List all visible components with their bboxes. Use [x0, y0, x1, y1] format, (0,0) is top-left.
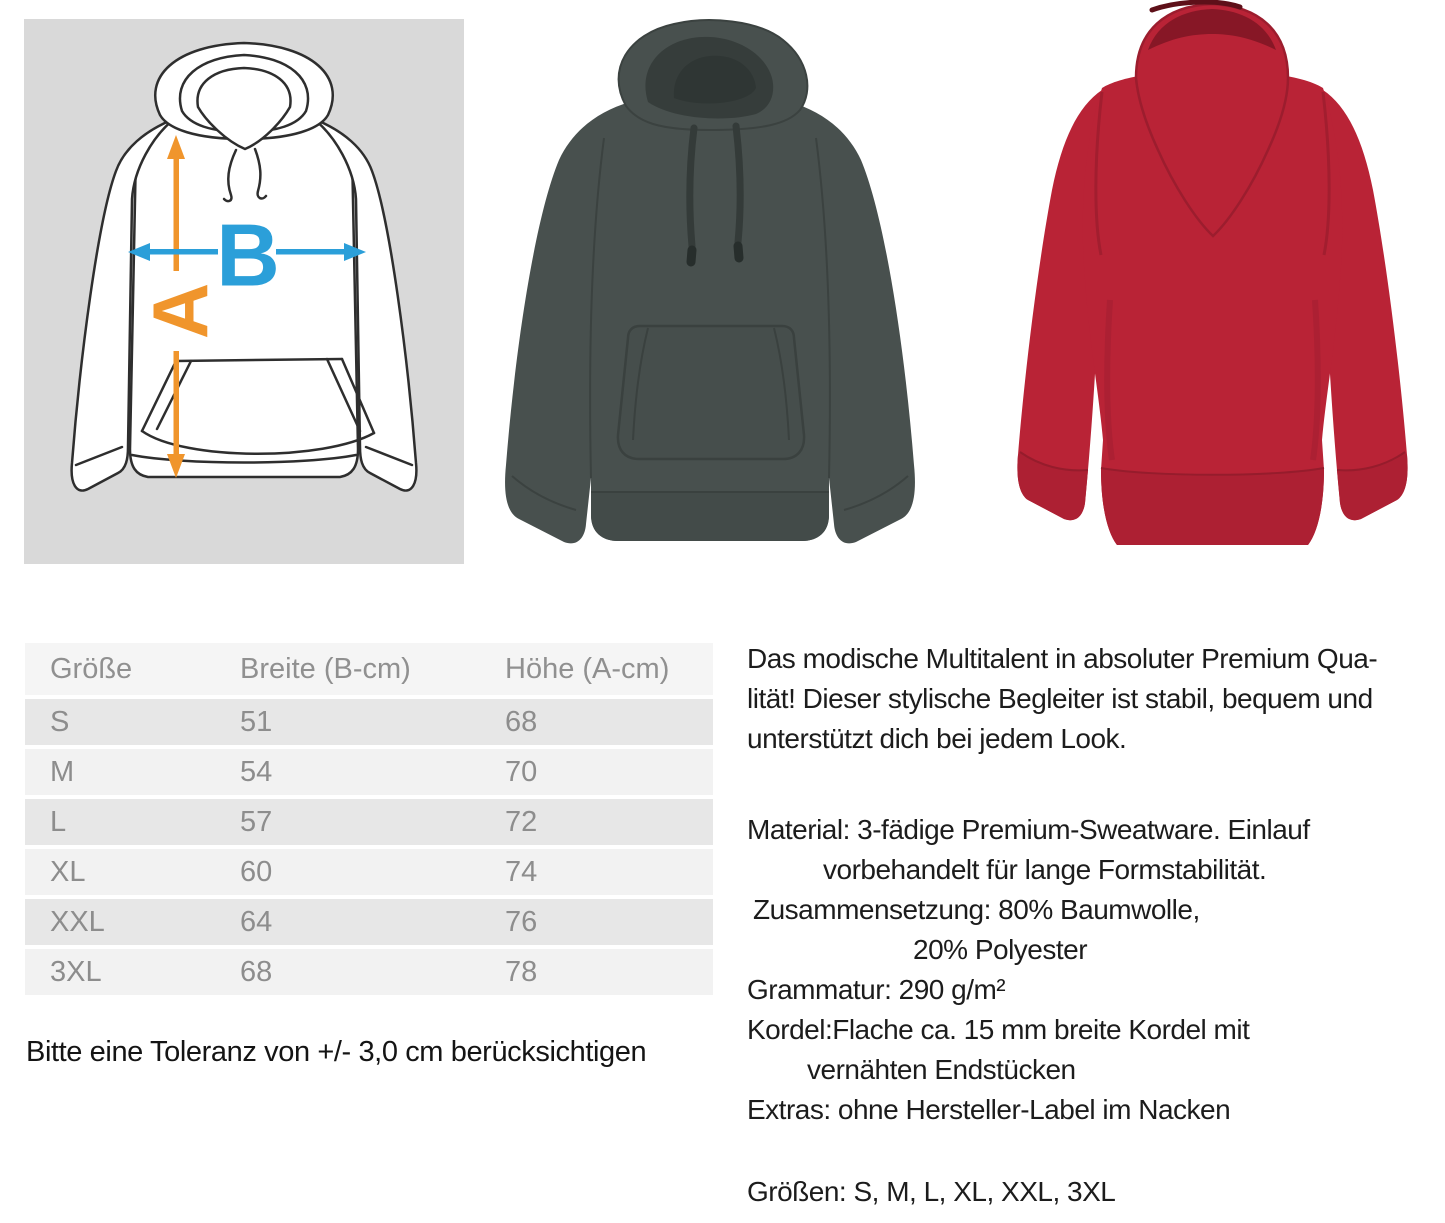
description-line [747, 1130, 1445, 1172]
table-row [25, 699, 713, 745]
description-line: 20% Polyester [913, 934, 1088, 965]
table-row [25, 749, 713, 795]
front-hoodie-image [478, 10, 943, 570]
description-line: lität! Dieser stylische Begleiter ist stabil, bequem und [747, 683, 1373, 714]
cell-hoehe: 72 [505, 806, 538, 838]
cell-hoehe: 68 [505, 706, 538, 738]
cell-size: XL [50, 856, 86, 888]
cell-size: L [50, 806, 67, 838]
description-line: Zusammensetzung: 80% Baumwolle, [753, 894, 1200, 925]
cell-breite: 64 [240, 906, 273, 938]
back-hoodie-image [990, 0, 1435, 565]
height-label-a: A [136, 282, 224, 340]
size-table-header [25, 643, 713, 695]
cell-breite: 57 [240, 806, 273, 838]
tolerance-note: Bitte eine Toleranz von +/- 3,0 cm berücksichtigen [26, 1036, 647, 1068]
table-row [25, 849, 713, 895]
cell-breite: 60 [240, 856, 273, 888]
product-photo-back [990, 0, 1435, 565]
cell-size: M [50, 756, 75, 788]
description-line: vernähten Endstücken [807, 1054, 1076, 1085]
description-line: Extras: ohne Hersteller-Label im Nacken [747, 1094, 1231, 1125]
product-photo-front [478, 10, 943, 570]
table-row [25, 899, 713, 945]
column-header-breite: Breite (B-cm) [240, 653, 411, 685]
cell-hoehe: 78 [505, 956, 538, 988]
description-line: unterstützt dich bei jedem Look. [747, 723, 1127, 754]
size-table [25, 643, 713, 999]
description-line: vorbehandelt für lange Formstabilität. [823, 854, 1267, 885]
description-line [747, 759, 1445, 810]
cell-breite: 68 [240, 956, 273, 988]
size-diagram-panel [24, 19, 464, 564]
cell-hoehe: 70 [505, 756, 538, 788]
width-label-b: B [216, 205, 280, 305]
size-diagram-illustration [24, 19, 464, 564]
description-line: Grammatur: 290 g/m² [747, 974, 1006, 1005]
product-description [747, 639, 1445, 1212]
cell-breite: 51 [240, 706, 273, 738]
column-header-groesse: Größe [50, 653, 133, 685]
cell-hoehe: 74 [505, 856, 538, 888]
cell-size: S [50, 706, 70, 738]
description-line: Material: 3-fädige Premium-Sweatware. Einlauf [747, 814, 1310, 845]
cell-size: XXL [50, 906, 105, 938]
table-row [25, 799, 713, 845]
cell-breite: 54 [240, 756, 273, 788]
table-row [25, 949, 713, 995]
description-line: Größen: S, M, L, XL, XXL, 3XL [747, 1176, 1116, 1207]
cell-hoehe: 76 [505, 906, 538, 938]
description-line: Kordel:Flache ca. 15 mm breite Kordel mit [747, 1014, 1250, 1045]
column-header-hoehe: Höhe (A-cm) [505, 653, 670, 685]
description-line: Das modische Multitalent in absoluter Premium Qua- [747, 643, 1378, 674]
cell-size: 3XL [50, 956, 102, 988]
